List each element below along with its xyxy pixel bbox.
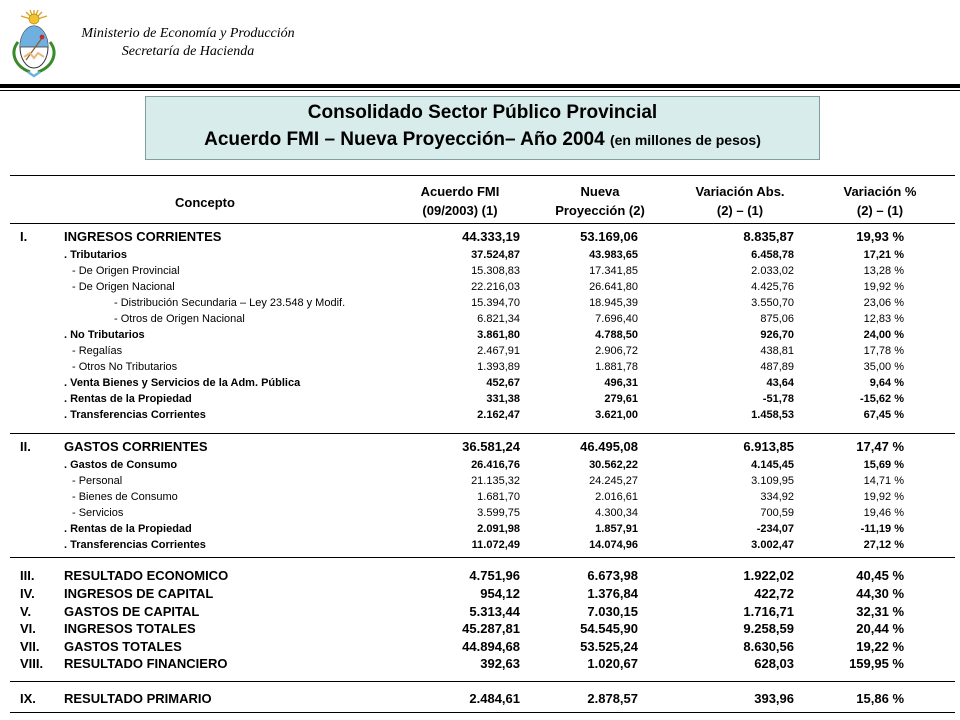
page-subtitle bbox=[146, 129, 819, 151]
cell-nueva-proyeccion: 3.621,00 bbox=[595, 409, 638, 421]
table-row bbox=[0, 279, 960, 295]
row-concept-label: INGRESOS DE CAPITAL bbox=[64, 586, 214, 601]
col-header-variacion-abs bbox=[670, 182, 810, 220]
table-row bbox=[0, 537, 960, 553]
cell-nueva-proyeccion: 2.878,57 bbox=[587, 691, 638, 706]
cell-variacion-abs: 628,03 bbox=[754, 656, 794, 671]
col-header-concepto: Concepto bbox=[175, 195, 235, 210]
secretariat-name: Secretaría de Hacienda bbox=[121, 44, 255, 59]
cell-nueva-proyeccion: 18.945,39 bbox=[589, 297, 638, 309]
cell-acuerdo-fmi: 392,63 bbox=[480, 656, 520, 671]
cell-variacion-abs: 9.258,59 bbox=[743, 621, 794, 636]
cell-acuerdo-fmi: 45.287,81 bbox=[462, 621, 520, 636]
cell-acuerdo-fmi: 36.581,24 bbox=[462, 439, 520, 454]
table-row bbox=[0, 391, 960, 407]
cell-variacion-pct: 32,31 % bbox=[856, 604, 904, 619]
cell-variacion-pct: 17,78 % bbox=[863, 345, 904, 357]
cell-nueva-proyeccion: 26.641,80 bbox=[589, 281, 638, 293]
table-row bbox=[0, 585, 960, 603]
row-concept-label: GASTOS CORRIENTES bbox=[64, 439, 208, 454]
cell-variacion-pct: 23,06 % bbox=[863, 297, 904, 309]
table-row bbox=[0, 620, 960, 638]
cell-acuerdo-fmi: 37.524,87 bbox=[471, 249, 520, 261]
cell-acuerdo-fmi: 6.821,34 bbox=[477, 313, 520, 325]
row-number: II. bbox=[20, 439, 31, 454]
cell-acuerdo-fmi: 3.599,75 bbox=[477, 507, 520, 519]
cell-variacion-abs: 4.145,45 bbox=[751, 459, 794, 471]
row-concept-label: . Transferencias Corrientes bbox=[64, 539, 206, 551]
row-number: VI. bbox=[20, 621, 36, 636]
table-row bbox=[0, 489, 960, 505]
subtitle-main: Acuerdo FMI – Nueva Proyección– Año 2004 bbox=[204, 129, 605, 150]
row-concept-label: . Rentas de la Propiedad bbox=[64, 393, 192, 405]
cell-nueva-proyeccion: 24.245,27 bbox=[589, 475, 638, 487]
cell-variacion-pct: 19,92 % bbox=[863, 281, 904, 293]
row-concept-label: GASTOS TOTALES bbox=[64, 639, 182, 654]
row-concept-label: RESULTADO ECONOMICO bbox=[64, 568, 229, 583]
cell-nueva-proyeccion: 1.020,67 bbox=[587, 656, 638, 671]
argentina-coat-of-arms-logo bbox=[4, 8, 64, 78]
row-concept-label: - Regalías bbox=[72, 345, 123, 357]
table-bottom-rule bbox=[10, 712, 955, 713]
cell-variacion-abs: 2.033,02 bbox=[751, 265, 794, 277]
table-row bbox=[0, 327, 960, 343]
table-row bbox=[0, 473, 960, 489]
cell-nueva-proyeccion: 1.857,91 bbox=[595, 523, 638, 535]
ministry-name: Ministerio de Economía y Producción bbox=[81, 26, 295, 41]
cell-variacion-pct: 67,45 % bbox=[863, 409, 904, 421]
cell-nueva-proyeccion: 53.525,24 bbox=[580, 639, 638, 654]
cell-nueva-proyeccion: 17.341,85 bbox=[589, 265, 638, 277]
cell-variacion-pct: 27,12 % bbox=[863, 539, 904, 551]
row-concept-label: - Personal bbox=[72, 475, 123, 487]
cell-variacion-pct: 9,64 % bbox=[869, 377, 904, 389]
cell-acuerdo-fmi: 2.162,47 bbox=[477, 409, 520, 421]
row-number: IV. bbox=[20, 586, 35, 601]
table-row bbox=[0, 567, 960, 585]
title-box bbox=[145, 96, 820, 160]
table-row bbox=[0, 438, 960, 456]
cell-nueva-proyeccion: 1.376,84 bbox=[587, 586, 638, 601]
table-row bbox=[0, 247, 960, 263]
col-header-acuerdo-fmi-line1: Acuerdo FMI bbox=[420, 184, 500, 199]
col-header-nueva-line2: Proyección (2) bbox=[555, 203, 645, 218]
table-row bbox=[0, 638, 960, 656]
cell-nueva-proyeccion: 7.696,40 bbox=[595, 313, 638, 325]
cell-acuerdo-fmi: 5.313,44 bbox=[469, 604, 520, 619]
row-concept-label: RESULTADO FINANCIERO bbox=[64, 656, 228, 671]
cell-variacion-pct: -15,62 % bbox=[859, 393, 904, 405]
cell-variacion-pct: 19,22 % bbox=[856, 639, 904, 654]
header-rule-thin bbox=[0, 90, 960, 91]
page-title: Consolidado Sector Público Provincial bbox=[307, 102, 658, 123]
cell-acuerdo-fmi: 15.308,83 bbox=[471, 265, 520, 277]
cell-nueva-proyeccion: 46.495,08 bbox=[580, 439, 638, 454]
col-header-acuerdo-fmi-line2: (09/2003) (1) bbox=[422, 203, 498, 218]
table-row bbox=[0, 505, 960, 521]
cell-variacion-abs: 487,89 bbox=[760, 361, 794, 373]
cell-nueva-proyeccion: 4.788,50 bbox=[595, 329, 638, 341]
cell-nueva-proyeccion: 14.074,96 bbox=[589, 539, 638, 551]
table-row bbox=[0, 228, 960, 246]
row-concept-label: - Otros de Origen Nacional bbox=[114, 313, 245, 325]
cell-variacion-pct: 35,00 % bbox=[863, 361, 904, 373]
cell-variacion-abs: 926,70 bbox=[760, 329, 794, 341]
cell-variacion-abs: 700,59 bbox=[760, 507, 794, 519]
table-row bbox=[0, 407, 960, 423]
col-header-nueva-line1: Nueva bbox=[580, 184, 620, 199]
cell-nueva-proyeccion: 7.030,15 bbox=[587, 604, 638, 619]
cell-variacion-pct: 17,47 % bbox=[856, 439, 904, 454]
cell-variacion-abs: 1.922,02 bbox=[743, 568, 794, 583]
cell-variacion-pct: -11,19 % bbox=[860, 523, 904, 535]
col-header-var-abs-line2: (2) – (1) bbox=[716, 203, 764, 218]
cell-acuerdo-fmi: 331,38 bbox=[486, 393, 520, 405]
cell-variacion-pct: 13,28 % bbox=[863, 265, 904, 277]
table-row bbox=[0, 655, 960, 673]
cell-variacion-abs: 6.458,78 bbox=[751, 249, 794, 261]
cell-variacion-pct: 44,30 % bbox=[856, 586, 904, 601]
cell-variacion-pct: 12,83 % bbox=[863, 313, 904, 325]
cell-nueva-proyeccion: 53.169,06 bbox=[580, 229, 638, 244]
row-concept-label: RESULTADO PRIMARIO bbox=[64, 691, 212, 706]
cell-variacion-abs: 875,06 bbox=[760, 313, 794, 325]
row-concept-label: . Gastos de Consumo bbox=[64, 459, 178, 471]
cell-acuerdo-fmi: 11.072,49 bbox=[471, 539, 520, 551]
table-row bbox=[0, 690, 960, 708]
row-concept-label: . Rentas de la Propiedad bbox=[64, 523, 192, 535]
table-row bbox=[0, 295, 960, 311]
row-number: V. bbox=[20, 604, 32, 619]
cell-variacion-pct: 15,86 % bbox=[856, 691, 904, 706]
table-row bbox=[0, 343, 960, 359]
cell-variacion-pct: 24,00 % bbox=[863, 329, 904, 341]
row-concept-label: - Otros No Tributarios bbox=[72, 361, 178, 373]
cell-acuerdo-fmi: 1.393,89 bbox=[477, 361, 520, 373]
section-rule-3 bbox=[10, 681, 955, 682]
row-number: III. bbox=[20, 568, 35, 583]
row-concept-label: INGRESOS TOTALES bbox=[64, 621, 196, 636]
cell-variacion-abs: -51,78 bbox=[762, 393, 794, 405]
cell-nueva-proyeccion: 54.545,90 bbox=[580, 621, 638, 636]
cell-variacion-pct: 19,92 % bbox=[863, 491, 904, 503]
row-number: I. bbox=[20, 229, 28, 244]
table-header-rule bbox=[10, 223, 955, 224]
table-row bbox=[0, 311, 960, 327]
cell-variacion-abs: 43,64 bbox=[766, 377, 794, 389]
cell-nueva-proyeccion: 43.983,65 bbox=[589, 249, 638, 261]
cell-acuerdo-fmi: 452,67 bbox=[486, 377, 520, 389]
cell-variacion-abs: -234,07 bbox=[756, 523, 794, 535]
row-concept-label: . Tributarios bbox=[64, 249, 127, 261]
cell-variacion-abs: 1.458,53 bbox=[751, 409, 794, 421]
cell-variacion-pct: 159,95 % bbox=[849, 656, 904, 671]
cell-nueva-proyeccion: 30.562,22 bbox=[589, 459, 638, 471]
cell-variacion-pct: 19,93 % bbox=[856, 229, 904, 244]
row-concept-label: - Distribución Secundaria – Ley 23.548 y Modif. bbox=[114, 297, 346, 309]
cell-variacion-abs: 1.716,71 bbox=[743, 604, 794, 619]
cell-variacion-pct: 40,45 % bbox=[856, 568, 904, 583]
row-number: VIII. bbox=[20, 656, 44, 671]
section-rule-1 bbox=[10, 433, 955, 434]
col-header-nueva-proyeccion bbox=[530, 182, 670, 220]
cell-nueva-proyeccion: 496,31 bbox=[604, 377, 638, 389]
row-concept-label: - Bienes de Consumo bbox=[72, 491, 178, 503]
cell-nueva-proyeccion: 279,61 bbox=[604, 393, 638, 405]
cell-acuerdo-fmi: 44.333,19 bbox=[462, 229, 520, 244]
table-row bbox=[0, 521, 960, 537]
cell-variacion-abs: 393,96 bbox=[754, 691, 794, 706]
row-number: IX. bbox=[20, 691, 36, 706]
subtitle-unit: (en millones de pesos) bbox=[609, 132, 761, 148]
row-concept-label: - Servicios bbox=[72, 507, 124, 519]
cell-nueva-proyeccion: 6.673,98 bbox=[587, 568, 638, 583]
header-rule-thick bbox=[0, 84, 960, 88]
cell-variacion-pct: 19,46 % bbox=[863, 507, 904, 519]
row-concept-label: GASTOS DE CAPITAL bbox=[64, 604, 200, 619]
table-row bbox=[0, 603, 960, 621]
col-header-var-pct-line2: (2) – (1) bbox=[856, 203, 904, 218]
col-header-var-pct-line1: Variación % bbox=[843, 184, 917, 199]
cell-variacion-pct: 15,69 % bbox=[863, 459, 904, 471]
table-top-rule bbox=[10, 175, 955, 176]
cell-variacion-abs: 8.630,56 bbox=[743, 639, 794, 654]
cell-nueva-proyeccion: 2.906,72 bbox=[595, 345, 638, 357]
cell-variacion-abs: 4.425,76 bbox=[751, 281, 794, 293]
cell-acuerdo-fmi: 2.484,61 bbox=[469, 691, 520, 706]
cell-acuerdo-fmi: 26.416,76 bbox=[471, 459, 520, 471]
table-row bbox=[0, 359, 960, 375]
cell-variacion-abs: 334,92 bbox=[760, 491, 794, 503]
cell-nueva-proyeccion: 2.016,61 bbox=[595, 491, 638, 503]
row-concept-label: INGRESOS CORRIENTES bbox=[64, 229, 222, 244]
cell-acuerdo-fmi: 4.751,96 bbox=[469, 568, 520, 583]
row-concept-label: . Venta Bienes y Servicios de la Adm. Pública bbox=[64, 377, 301, 389]
cell-acuerdo-fmi: 44.894,68 bbox=[462, 639, 520, 654]
cell-nueva-proyeccion: 4.300,34 bbox=[595, 507, 638, 519]
section-rule-2 bbox=[10, 557, 955, 558]
cell-acuerdo-fmi: 1.681,70 bbox=[477, 491, 520, 503]
row-concept-label: - De Origen Provincial bbox=[72, 265, 180, 277]
table-row bbox=[0, 457, 960, 473]
cell-variacion-pct: 14,71 % bbox=[863, 475, 904, 487]
cell-acuerdo-fmi: 15.394,70 bbox=[471, 297, 520, 309]
table-row bbox=[0, 375, 960, 391]
cell-acuerdo-fmi: 22.216,03 bbox=[471, 281, 520, 293]
cell-variacion-abs: 438,81 bbox=[760, 345, 794, 357]
cell-acuerdo-fmi: 2.467,91 bbox=[477, 345, 520, 357]
cell-acuerdo-fmi: 954,12 bbox=[480, 586, 520, 601]
cell-variacion-abs: 422,72 bbox=[754, 586, 794, 601]
cell-variacion-abs: 3.550,70 bbox=[751, 297, 794, 309]
cell-acuerdo-fmi: 3.861,80 bbox=[477, 329, 520, 341]
cell-acuerdo-fmi: 21.135,32 bbox=[471, 475, 520, 487]
cell-variacion-abs: 8.835,87 bbox=[743, 229, 794, 244]
row-number: VII. bbox=[20, 639, 40, 654]
cell-variacion-pct: 20,44 % bbox=[856, 621, 904, 636]
row-concept-label: . Transferencias Corrientes bbox=[64, 409, 206, 421]
cell-variacion-abs: 3.109,95 bbox=[751, 475, 794, 487]
table-row bbox=[0, 263, 960, 279]
cell-nueva-proyeccion: 1.881,78 bbox=[595, 361, 638, 373]
col-header-var-abs-line1: Variación Abs. bbox=[695, 184, 785, 199]
cell-variacion-pct: 17,21 % bbox=[863, 249, 904, 261]
row-concept-label: . No Tributarios bbox=[64, 329, 145, 341]
cell-variacion-abs: 6.913,85 bbox=[743, 439, 794, 454]
col-header-variacion-pct bbox=[810, 182, 950, 220]
col-header-acuerdo-fmi bbox=[400, 182, 520, 220]
cell-acuerdo-fmi: 2.091,98 bbox=[477, 523, 520, 535]
cell-variacion-abs: 3.002,47 bbox=[751, 539, 794, 551]
row-concept-label: - De Origen Nacional bbox=[72, 281, 175, 293]
